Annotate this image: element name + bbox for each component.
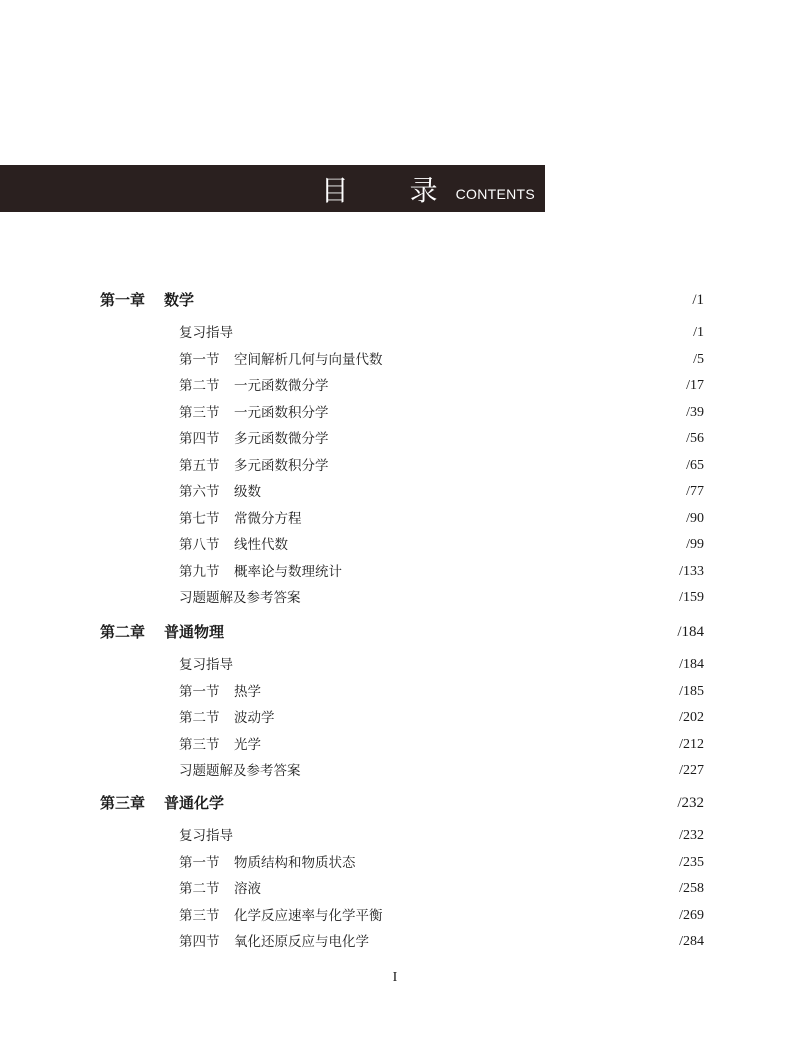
chapter-number: 第三章 [100,794,146,812]
section-number: 第三节 [179,736,220,753]
toc-chapter-row[interactable] [0,287,790,313]
section-title: 复习指导 [179,828,233,844]
toc-entry-row[interactable] [0,506,790,532]
section-title: 复习指导 [179,657,233,673]
section-title: 热学 [234,683,261,700]
section-page-number: /56 [686,431,704,446]
section-title: 化学反应速率与化学平衡 [234,907,383,924]
section-title: 溶液 [234,881,261,897]
toc-entry-row[interactable] [0,426,790,452]
toc-entry-row[interactable] [0,823,790,849]
toc-entry-row[interactable] [0,585,790,611]
section-page-number: /185 [679,683,704,699]
section-number: 第一节 [179,854,220,871]
toc-entry-row[interactable] [0,929,790,955]
section-number: 第二节 [179,710,220,726]
section-title: 复习指导 [179,325,233,341]
section-page-number: /184 [679,657,704,672]
contents-header-band [0,165,545,212]
toc-entry-row[interactable] [0,559,790,585]
section-title: 习题题解及参考答案 [179,590,301,606]
section-number: 第一节 [179,351,220,368]
section-number: 第二节 [179,378,220,394]
toc-entry-row[interactable] [0,732,790,758]
chapter-page-number: /1 [692,292,704,308]
section-number: 第五节 [179,457,220,474]
section-page-number: /202 [679,710,704,725]
toc-entry-row[interactable] [0,850,790,876]
section-number: 第三节 [179,404,220,421]
section-title: 一元函数微分学 [234,378,329,394]
chapter-page-number: /232 [677,795,704,811]
section-title: 物质结构和物质状态 [234,854,356,871]
section-number: 第四节 [179,431,220,447]
toc-entry-row[interactable] [0,679,790,705]
section-number: 第七节 [179,510,220,527]
toc-entry-row[interactable] [0,453,790,479]
section-number: 第九节 [179,563,220,580]
section-page-number: /232 [679,828,704,843]
section-title: 空间解析几何与向量代数 [234,351,383,368]
toc-entry-row[interactable] [0,532,790,558]
section-page-number: /99 [686,537,704,552]
section-page-number: /258 [679,881,704,896]
section-title: 多元函数微分学 [234,431,329,447]
chapter-title: 普通化学 [164,794,225,812]
section-number: 第二节 [179,881,220,897]
chapter-number: 第一章 [100,291,146,309]
toc-entry-row[interactable] [0,373,790,399]
section-page-number: /17 [686,378,704,393]
chapter-title: 普通物理 [164,623,225,641]
toc-entry-row[interactable] [0,400,790,426]
section-page-number: /212 [679,736,704,752]
section-page-number: /269 [679,907,704,923]
section-page-number: /133 [679,563,704,579]
section-page-number: /77 [686,484,704,499]
section-title: 级数 [234,484,261,500]
section-page-number: /235 [679,854,704,870]
section-title: 氧化还原反应与电化学 [234,934,369,950]
section-number: 第八节 [179,537,220,553]
section-page-number: /90 [686,510,704,526]
toc-entry-row[interactable] [0,320,790,346]
toc-entry-row[interactable] [0,705,790,731]
toc-chapter-row[interactable] [0,790,790,816]
section-page-number: /227 [679,763,704,778]
section-page-number: /284 [679,934,704,949]
section-title: 概率论与数理统计 [234,563,342,580]
section-page-number: /1 [693,325,704,340]
chapter-page-number: /184 [677,624,704,640]
section-page-number: /39 [686,404,704,420]
contents-title: 目 录 [320,173,464,207]
contents-subtitle: CONTENTS [455,185,535,202]
toc-entry-row[interactable] [0,903,790,929]
toc-entry-row[interactable] [0,652,790,678]
section-page-number: /159 [679,590,704,605]
section-title: 一元函数积分学 [234,404,329,421]
section-page-number: /65 [686,457,704,473]
section-title: 线性代数 [234,537,288,553]
section-title: 多元函数积分学 [234,457,329,474]
page-number: I [392,970,398,985]
chapter-number: 第二章 [100,623,146,641]
toc-entry-row[interactable] [0,347,790,373]
contents-header-title [321,165,535,212]
toc-entry-row[interactable] [0,479,790,505]
section-title: 习题题解及参考答案 [179,763,301,779]
section-number: 第三节 [179,907,220,924]
section-title: 常微分方程 [234,510,302,527]
toc-entry-row[interactable] [0,758,790,784]
chapter-title: 数学 [164,291,195,309]
section-title: 波动学 [234,710,275,726]
section-page-number: /5 [693,351,704,367]
toc-entry-row[interactable] [0,876,790,902]
toc-chapter-row[interactable] [0,619,790,645]
section-number: 第六节 [179,484,220,500]
section-number: 第一节 [179,683,220,700]
section-title: 光学 [234,736,261,753]
section-number: 第四节 [179,934,220,950]
